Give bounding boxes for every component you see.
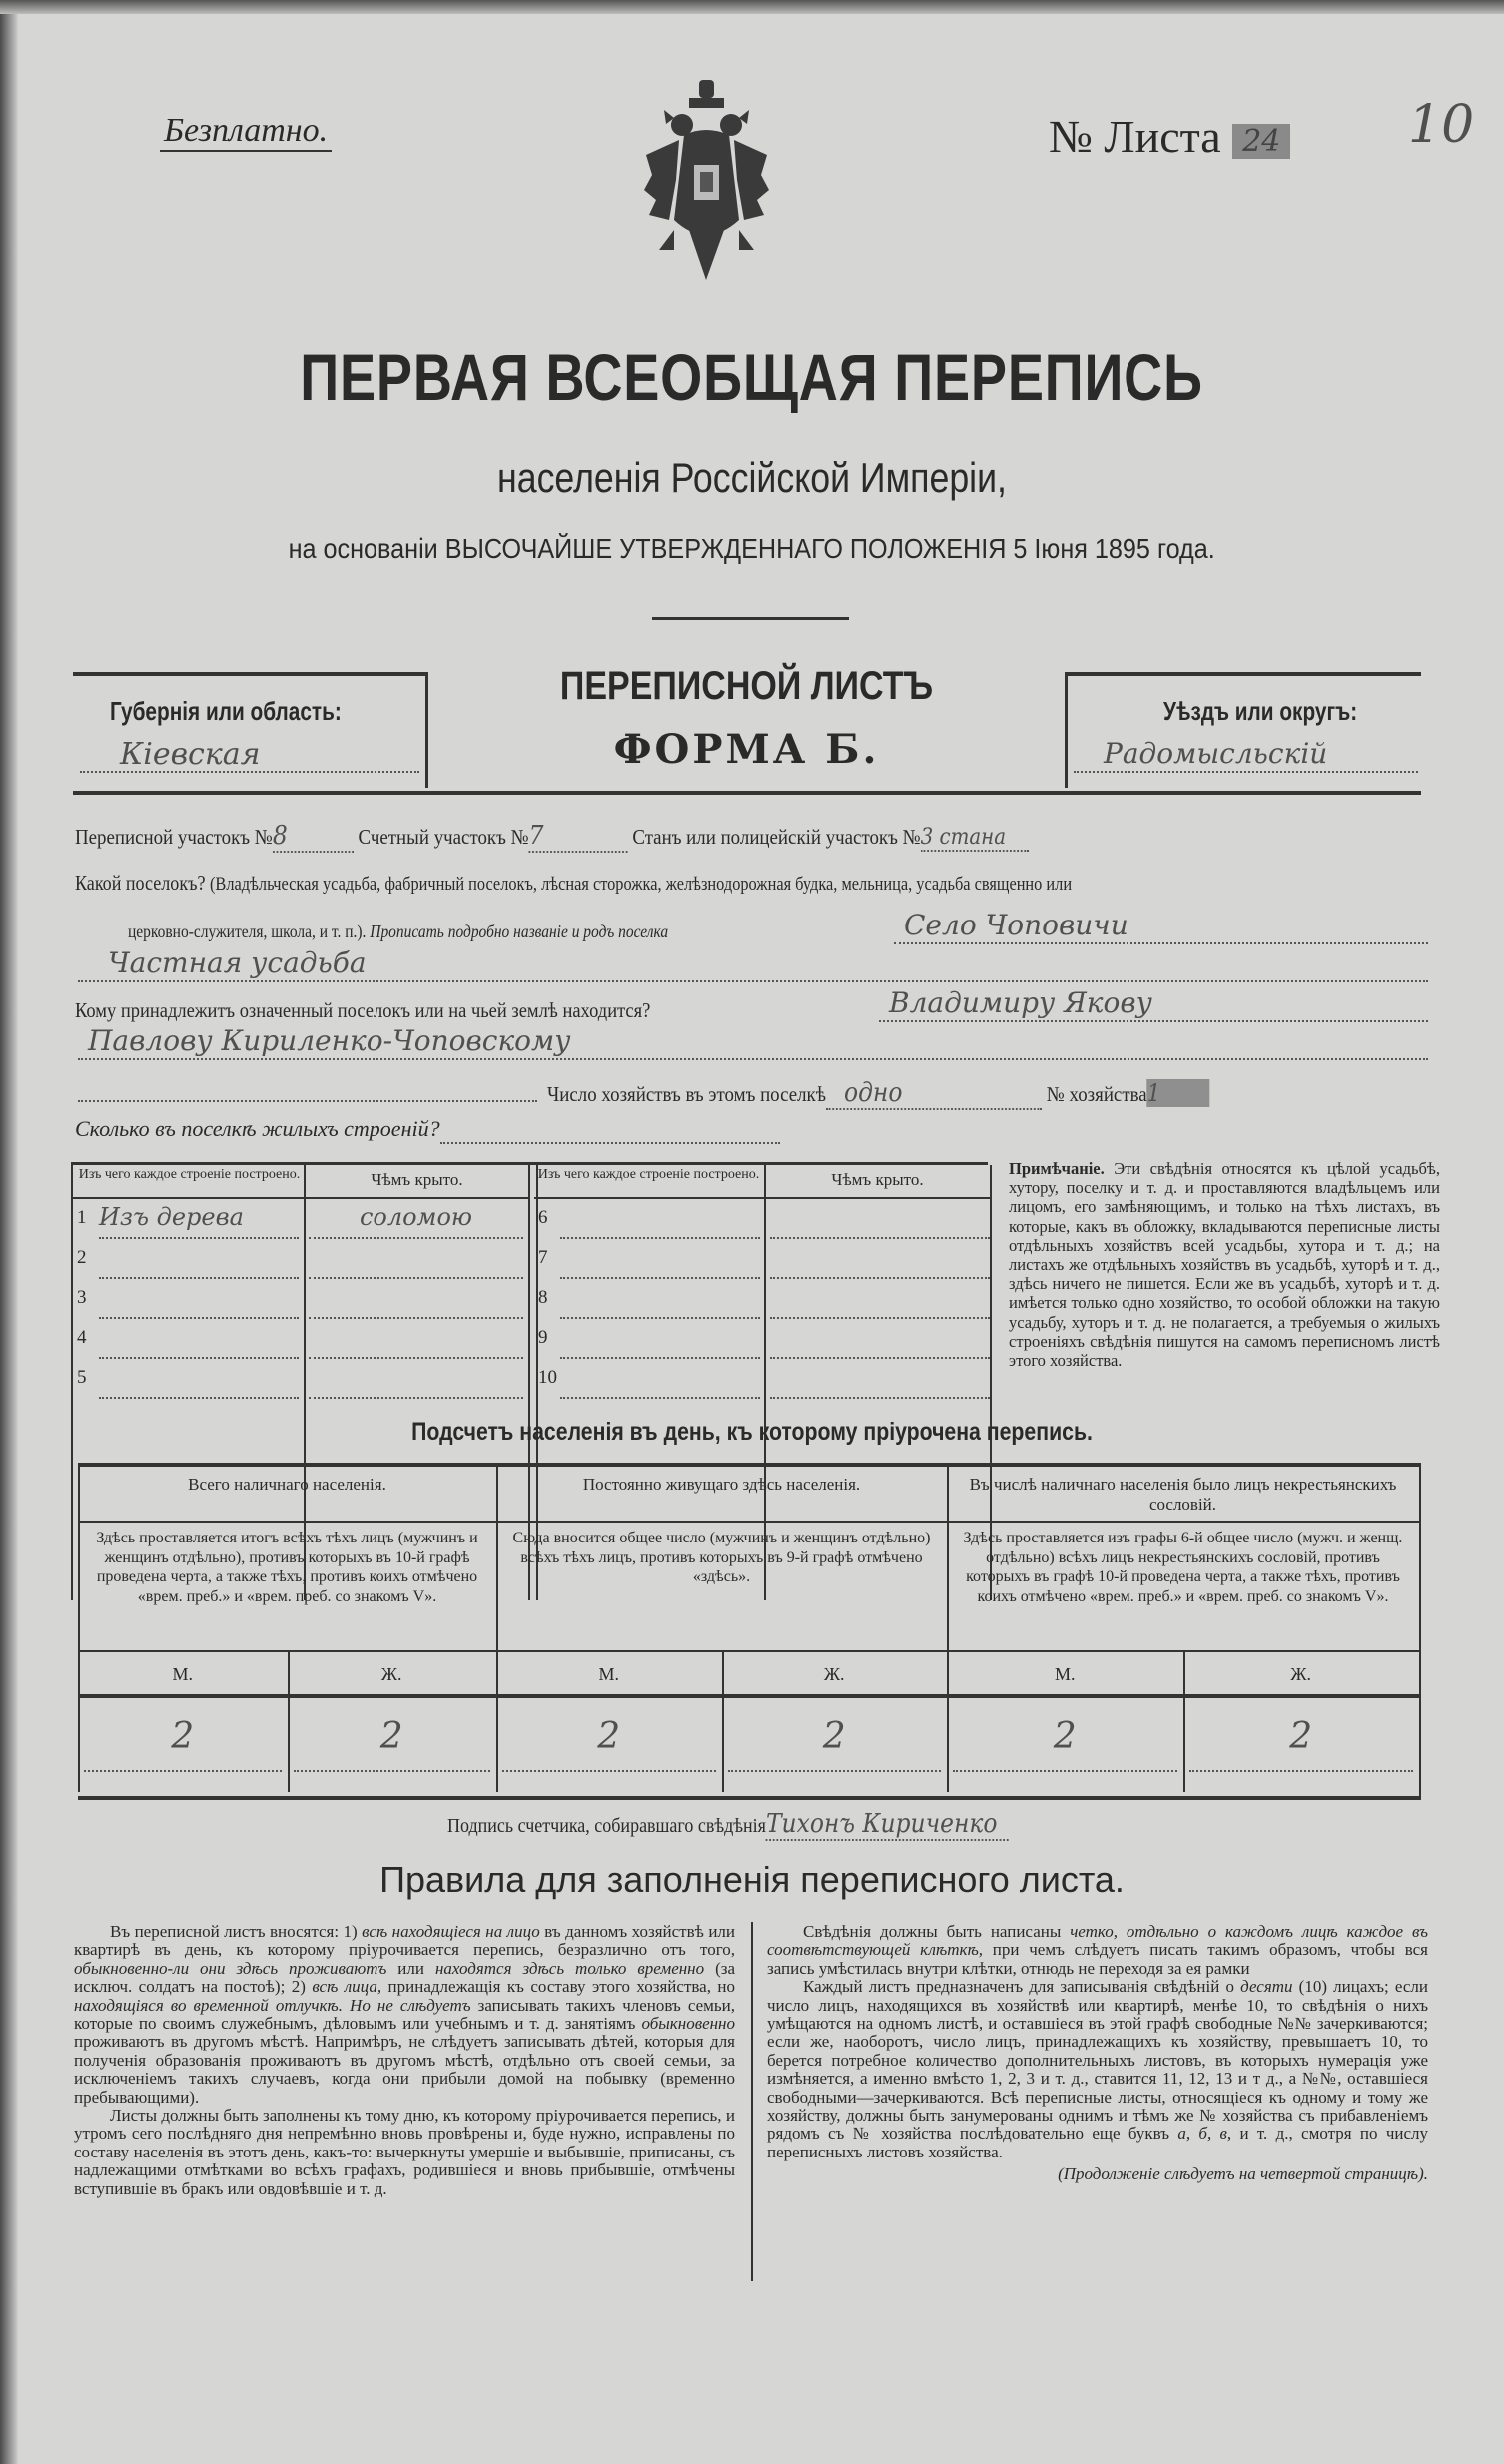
buildings-row	[75, 1116, 780, 1144]
count-district-value[interactable]: 7	[529, 821, 628, 853]
rules-paragraph: Свѣдѣнія должны быть написаны четко, отдѣльно о каждомъ лицѣ каждое въ соотвѣтствующей клѣткѣ, при чемъ слѣдуетъ писать такимъ образомъ, чтобы вся запись умѣстилась внутри клѣтки, отнюдь не переходя за ея рамки	[767, 1922, 1429, 1978]
roof-cell[interactable]: соломою	[309, 1203, 523, 1239]
sheet-number-value: 24	[1232, 124, 1290, 159]
sheet-number	[1049, 110, 1290, 163]
column-divider	[751, 1922, 753, 2281]
province-field[interactable]	[80, 737, 419, 773]
row-number: 5	[77, 1367, 87, 1388]
divider	[78, 1521, 496, 1523]
note-text: Эти свѣдѣнія относятся къ цѣлой усадьбѣ, хутору, поселку и т. д. и проставляются владѣльцемъ или лицомъ, его замѣняющимъ, и только на тѣхъ листахъ, въ которые, какъ въ обложку, вкладываются переписные листы отдѣльныхъ хозяйствъ всей усадьбы, хутора и т. д.; на листахъ же отдѣльныхъ хозяйствъ въ усадьбѣ, хуторѣ и т. д., здѣсь ничего не пишется. Если же въ усадьбѣ, хуторѣ и т. д. имѣется только одно хозяйство, то особой обложки на такую усадьбу, хуторъ и т. д. не полагается, а требуемыя о жилыхъ строеніяхъ свѣдѣнія пишутся на самомъ переписномъ листѣ этого хозяйства.	[1009, 1159, 1440, 1371]
male-header: М.	[1054, 1664, 1076, 1684]
material-cell[interactable]	[560, 1203, 760, 1239]
owner-label: Кому принадлежитъ означенный поселокъ или на чьей землѣ находится?	[75, 998, 651, 1022]
note-title: Примѣчаніе.	[1009, 1159, 1105, 1178]
divider	[78, 1694, 496, 1698]
population-table	[78, 1463, 1421, 1800]
census-subtitle: населенія Россійской Имперіи,	[497, 454, 1007, 501]
male-count[interactable]: 2	[953, 1716, 1177, 1772]
roof-cell[interactable]	[309, 1323, 523, 1359]
male-header: М.	[598, 1664, 619, 1684]
note-block	[1009, 1159, 1440, 1370]
rules-paragraph: Каждый листъ предназначенъ для записыванія свѣдѣній о десяти (10) лицахъ; если число лицъ, находящихся въ хозяйствѣ или квартирѣ, менѣе 10, то свѣдѣнія о нихъ умѣщаются на одномъ листѣ, и оставшіеся въ этой графѣ свободные №№ зачеркиваются; если же, наоборотъ, число лицъ, принадлежащихъ къ хозяйству, превышаетъ 10, то берется потребное количество дополнительныхъ листовъ, въ которыхъ нумерація уже измѣняется, а именно вмѣсто 1, 2, 3 и т. д., ставится 11, 12, 13 и т д., а №№, оставшіеся свободными—зачеркиваются. Всѣ переписные листы, относящіеся къ одному и тому же хозяйству, должны быть занумерованы однимъ и тѣмъ же № хозяйства съ прибавленіемъ рядомъ съ № хозяйства послѣдовательно еще буквъ а, б, в, и т. д., смотря по числу переписныхъ листовъ хозяйства.	[767, 1977, 1428, 2161]
owner-row	[75, 998, 729, 1023]
roof-cell[interactable]	[770, 1243, 990, 1279]
divider	[1065, 672, 1068, 788]
settlement-hint: (Владѣльческая усадьба, фабричный поселокъ, лѣсная сторожка, желѣзнодорожная будка, мельница, усадьба священно или	[209, 874, 1073, 895]
settlement-field-2[interactable]	[78, 946, 1428, 982]
corner-page-number: 10	[1408, 95, 1475, 155]
settlement-hint-3: Прописать подробно названіе и родъ поселка	[370, 922, 669, 941]
household-no-label: № хозяйства	[1046, 1082, 1147, 1106]
form-title: ПЕРЕПИСНОЙ ЛИСТЪ	[559, 664, 934, 708]
roof-cell[interactable]	[770, 1283, 990, 1319]
female-count[interactable]: 2	[728, 1716, 942, 1772]
owner-field-1[interactable]	[879, 986, 1428, 1022]
row-number: 10	[538, 1367, 557, 1388]
female-header: Ж.	[823, 1664, 845, 1684]
column-divider	[78, 1467, 80, 1792]
row-number: 1	[77, 1207, 87, 1228]
column-divider	[947, 1467, 949, 1792]
rules-paragraph: Листы должны быть заполнены къ тому дню, къ которому пріурочивается перепись, и утромъ сего послѣдняго дня непремѣнно вновь провѣрены и, буде нужно, исправлены по составу населенія въ этотъ день, какъ-то: вычеркнуты умершіе и выбывшіе, приписаны, съ надлежащими отмѣтками во всѣхъ графахъ, родившіеся и вновь прибывшіе, отмѣчены вступившіе въ бракъ или овдовѣвшіе и т. д.	[74, 2106, 735, 2198]
roof-cell[interactable]	[309, 1243, 523, 1279]
province-label: Губернія или область:	[110, 696, 342, 726]
rules-right-column	[767, 1923, 1428, 2184]
group-heading: Въ числѣ наличнаго населенія было лицъ некрестьянскихъ сословій.	[969, 1475, 1397, 1514]
group-heading: Всего наличнаго населенія.	[188, 1475, 386, 1494]
owner-field-2[interactable]	[78, 1024, 1428, 1060]
material-cell[interactable]	[99, 1323, 299, 1359]
continuation-note: (Продолженіе слѣдуетъ на четвертой страницѣ).	[1058, 2164, 1428, 2184]
district-value: Радомысльскій	[1104, 737, 1328, 770]
signature-row	[447, 1809, 1071, 1841]
sheet-number-label: № Листа	[1049, 111, 1221, 162]
settlement-label: Какой поселокъ?	[75, 871, 206, 895]
divider	[496, 1521, 947, 1523]
census-district-value[interactable]: 8	[273, 821, 354, 853]
settlement-value-2: Частная усадьба	[108, 946, 367, 979]
free-of-charge-label: Безплатно.	[160, 112, 332, 152]
female-header: Ж.	[380, 1664, 402, 1684]
material-cell[interactable]	[560, 1243, 760, 1279]
buildings-field[interactable]	[440, 1116, 780, 1144]
row-number: 2	[77, 1247, 87, 1268]
female-header: Ж.	[1290, 1664, 1312, 1684]
settlement-hint-2: церковно-служителя, школа, и т. п.).	[128, 922, 367, 941]
row-number: 9	[538, 1327, 548, 1348]
group-description: Сюда вносится общее число (мужчинъ и женщинъ отдѣльно) всѣхъ тѣхъ лицъ, противъ которыхъ въ 9-й графѣ отмѣчено «здѣсь».	[512, 1530, 931, 1585]
households-value[interactable]: одно	[826, 1078, 1042, 1110]
double-headed-eagle-icon	[644, 80, 769, 290]
divider	[947, 1694, 1419, 1698]
district-label: Уѣздъ или округъ:	[1163, 696, 1358, 726]
form-name: ФОРМА Б.	[613, 726, 880, 773]
divider	[73, 672, 427, 676]
col-roof-header: Чѣмъ крыто.	[371, 1170, 463, 1189]
household-no-value[interactable]: 1	[1147, 1079, 1210, 1107]
roof-cell[interactable]	[770, 1323, 990, 1359]
census-title: ПЕРВАЯ ВСЕОБЩАЯ ПЕРЕПИСЬ	[300, 340, 1204, 414]
material-cell[interactable]: Изъ дерева	[99, 1203, 299, 1239]
group-description: Здѣсь проставляется изъ графы 6-й общее число (мужч. и женщ. отдѣльно) всѣхъ лицъ некрестьянскихъ сословій, противъ которыхъ въ графѣ 10-й проведена черта, а также тѣхъ, противъ коихъ отмѣчено «врем. преб.» и «врем. преб. со знакомъ V».	[963, 1530, 1403, 1605]
households-leader	[78, 1068, 537, 1102]
divider	[652, 617, 849, 620]
roof-cell[interactable]	[309, 1283, 523, 1319]
district-field[interactable]	[1074, 737, 1418, 773]
material-cell[interactable]	[99, 1283, 299, 1319]
group-heading: Постоянно живущаго здѣсь населенія.	[582, 1475, 861, 1494]
rules-title: Правила для заполненія переписного листа.	[379, 1859, 1125, 1900]
row-number: 8	[538, 1287, 548, 1308]
material-cell[interactable]	[560, 1283, 760, 1319]
divider	[1066, 672, 1421, 676]
material-cell[interactable]	[99, 1243, 299, 1279]
divider	[73, 791, 1421, 795]
owner-value-2: Павлову Кириленко-Чоповскому	[88, 1024, 571, 1057]
row-number: 4	[77, 1327, 87, 1348]
settlement-field-1[interactable]	[894, 909, 1428, 944]
roof-cell[interactable]	[770, 1363, 990, 1399]
rules-paragraph: Въ переписной листъ вносятся: 1) всѣ находящіеся на лицо въ данномъ хозяйствѣ или квартирѣ въ день, къ которому пріурочивается перепись, безразлично отъ того, обыкновенно-ли они здѣсь проживаютъ или находятся здѣсь только временно (за исключ. солдатъ на постоѣ); 2) всѣ лица, принадлежащія къ составу этого хозяйства, но находящіяся во временной отлучкѣ. Но не слѣдуетъ записывать такихъ членовъ семьи, которые по своимъ служебнымъ, дѣловымъ или учебнымъ и т. д. занятіямъ обыкновенно проживаютъ въ другомъ мѣстѣ. Напримѣръ, не слѣдуетъ записывать дѣтей, которыя для полученія образованія проживаютъ въ другомъ мѣстѣ, отдѣльно отъ своей семьи, за исключеніемъ такихъ случаевъ, когда они прибыли домой на побывку (временно пребывающими).	[74, 1922, 735, 2107]
signature-label: Подпись счетчика, собиравшаго свѣдѣнія	[447, 1815, 766, 1837]
census-district-label: Переписной участокъ №	[75, 825, 273, 849]
male-header: М.	[172, 1664, 193, 1684]
roof-cell[interactable]	[770, 1203, 990, 1239]
scan-edge-top	[0, 0, 1504, 14]
row-number: 6	[538, 1207, 548, 1228]
material-cell[interactable]	[99, 1363, 299, 1399]
rules-left-column	[74, 1923, 735, 2198]
police-district-value[interactable]: 3 стана	[921, 825, 1029, 852]
material-cell[interactable]	[560, 1323, 760, 1359]
female-count[interactable]: 2	[294, 1716, 491, 1772]
settlement-row	[75, 871, 1433, 896]
census-district-row	[75, 821, 1134, 853]
divider	[496, 1694, 947, 1698]
group-description: Здѣсь проставляется итогъ всѣхъ тѣхъ лицъ (мужчинъ и женщинъ отдѣльно), противъ которыхъ въ 10-й графѣ проведена черта, а также тѣхъ, противъ коихъ отмѣчено «врем. преб.» и «врем. преб. со знакомъ V».	[96, 1530, 478, 1605]
col-material-header: Изъ чего каждое строеніе построено.	[78, 1167, 301, 1182]
enumerator-signature[interactable]: Тихонъ Кириченко	[766, 1809, 1009, 1841]
row-number: 3	[77, 1287, 87, 1308]
owner-value-1: Владимиру Якову	[889, 986, 1152, 1019]
male-count[interactable]: 2	[84, 1716, 282, 1772]
province-value: Кіевская	[120, 737, 261, 772]
buildings-label: Сколько въ поселкѣ жилыхъ строеній?	[75, 1116, 440, 1141]
settlement-value-1: Село Чоповичи	[904, 909, 1128, 941]
population-title: Подсчетъ населенія въ день, къ которому пріурочена перепись.	[411, 1418, 1093, 1446]
material-cell[interactable]	[560, 1363, 760, 1399]
roof-cell[interactable]	[309, 1363, 523, 1399]
col-material-header-2: Изъ чего каждое строеніе построено.	[537, 1167, 760, 1182]
legal-basis: на основаніи ВЫСОЧАЙШЕ УТВЕРЖДЕННАГО ПОЛОЖЕНІЯ 5 Іюня 1895 года.	[288, 533, 1216, 564]
households-label: Число хозяйствъ въ этомъ поселкѣ	[547, 1082, 826, 1106]
row-number: 7	[538, 1247, 548, 1268]
police-district-label: Станъ или полицейскій участокъ №	[632, 825, 921, 849]
male-count[interactable]: 2	[502, 1716, 716, 1772]
count-district-label: Счетный участокъ №	[358, 825, 529, 849]
female-count[interactable]: 2	[1189, 1716, 1414, 1772]
divider	[947, 1521, 1419, 1523]
col-roof-header-2: Чѣмъ крыто.	[831, 1170, 924, 1189]
column-divider	[496, 1467, 498, 1792]
households-row	[547, 1078, 1283, 1110]
